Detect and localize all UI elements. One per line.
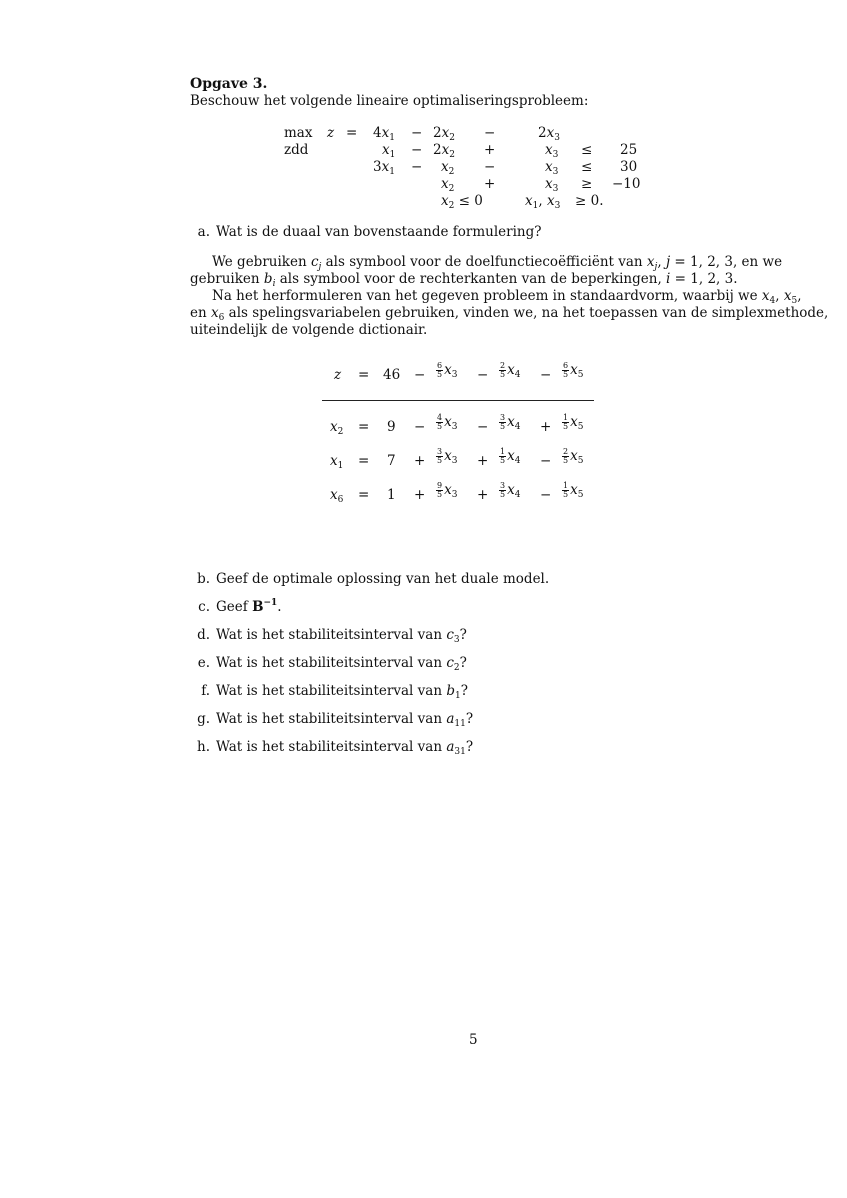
- lp-op: +: [484, 176, 496, 192]
- lp-rel: ≤: [581, 159, 593, 175]
- question-d: d. Wat is het stabiliteitsinterval van $c_3$?: [197, 627, 467, 645]
- dict-op: −: [540, 453, 552, 469]
- dict-const: 7: [387, 453, 396, 469]
- paragraph-2-line-1: Na het herformuleren van het gegeven probleem in standaardvorm, waarbij we $x_4$, $x_5$,: [212, 288, 802, 306]
- paragraph-1-line-1: We gebruiken $c_j$ als symbool voor de doelfunctiecoëfficiënt van $x_j$, j = 1, 2, 3, en we: [212, 254, 783, 272]
- dict-term: $\frac{9}{5}$ $x_3$: [437, 481, 458, 500]
- max-label: max: [284, 125, 313, 141]
- lp-term: $x_3$: [545, 176, 559, 194]
- dict-op: −: [414, 419, 426, 435]
- dict-op: −: [540, 487, 552, 503]
- intro-text: Beschouw het volgende lineaire optimaliseringsprobleem:: [190, 93, 589, 109]
- dict-eq: =: [358, 487, 370, 503]
- dict-op: −: [414, 367, 426, 383]
- lp-op: −: [484, 159, 496, 175]
- dict-term: $\frac{4}{5}$ $x_3$: [437, 413, 458, 432]
- lp-z: z: [327, 125, 335, 141]
- lp-term: $3x_1$: [373, 159, 395, 177]
- question-e: e. Wat is het stabiliteitsinterval van $c_2$?: [197, 655, 467, 673]
- zdd-label: zdd: [284, 142, 309, 158]
- lp-term: $x_2$: [441, 159, 455, 177]
- question-g: g. Wat is het stabiliteitsinterval van $a_{11}$?: [197, 711, 474, 729]
- dict-op: +: [540, 419, 552, 435]
- question-c: c. Geef $B^{-1}$.: [198, 598, 282, 615]
- dict-term: $\frac{1}{5}$ $x_4$: [500, 447, 521, 466]
- dict-term: $\frac{1}{5}$ $x_5$: [563, 481, 584, 500]
- lp-op: −: [411, 159, 423, 175]
- dict-eq: =: [358, 419, 370, 435]
- dict-op: +: [477, 453, 489, 469]
- dict-term: $\frac{1}{5}$ $x_5$: [563, 413, 584, 432]
- dict-eq: =: [358, 367, 370, 383]
- question-h: h. Wat is het stabiliteitsinterval van $a_{31}$?: [197, 739, 474, 757]
- dict-eq: =: [358, 453, 370, 469]
- paragraph-2-line-3: uiteindelijk de volgende dictionair.: [190, 322, 428, 338]
- dict-const: 46: [383, 367, 401, 383]
- dict-term: $\frac{3}{5}$ $x_3$: [437, 447, 458, 466]
- dict-op: +: [414, 453, 426, 469]
- question-b: b. Geef de optimale oplossing van het duale model.: [197, 571, 550, 587]
- lp-eq: =: [346, 125, 358, 141]
- dict-op: +: [414, 487, 426, 503]
- lp-rel: ≤: [581, 142, 593, 158]
- lp-op: −: [411, 125, 423, 141]
- paragraph-2-line-2: en $x_6$ als spelingsvariabelen gebruiken, vinden we, na het toepassen van de simplexmethode,: [190, 305, 829, 323]
- lp-rhs: 25: [620, 142, 638, 158]
- question-a: [190, 224, 542, 240]
- dict-op: +: [477, 487, 489, 503]
- dict-term: $\frac{2}{5}$ $x_5$: [563, 447, 584, 466]
- lp-term: $x_2$: [441, 176, 455, 194]
- paragraph-1-line-2: gebruiken $b_i$ als symbool voor de rechterkanten van de beperkingen, i = 1, 2, 3.: [190, 271, 738, 289]
- dict-lhs: $x_6$: [330, 487, 344, 505]
- dict-term: $\frac{6}{5}$ $x_5$: [563, 361, 584, 380]
- lp-term: $x_3$: [545, 159, 559, 177]
- lp-op: +: [484, 142, 496, 158]
- question-text: Wat is de duaal van bovenstaande formulering?: [216, 224, 542, 240]
- dict-lhs: z: [334, 367, 342, 383]
- dict-op: −: [477, 367, 489, 383]
- dict-op: −: [477, 419, 489, 435]
- lp-sign-x2: $x_2 \le 0$: [441, 193, 483, 211]
- lp-term: $2x_3$: [538, 125, 560, 143]
- dict-const: 9: [387, 419, 396, 435]
- question-label: a.: [197, 224, 210, 240]
- lp-op: −: [411, 142, 423, 158]
- lp-term: $x_3$: [545, 142, 559, 160]
- lp-term: $2x_2$: [433, 142, 455, 160]
- dict-separator: [322, 400, 594, 401]
- lp-sign: ≥ 0.: [575, 193, 604, 209]
- page-number: 5: [469, 1032, 478, 1048]
- lp-rhs: 30: [620, 159, 638, 175]
- lp-op: −: [484, 125, 496, 141]
- lp-term: $x_1$: [382, 142, 396, 160]
- lp-rel: ≥: [581, 176, 593, 192]
- dict-const: 1: [387, 487, 396, 503]
- exercise-heading: Opgave 3.: [190, 76, 268, 92]
- question-f: f. Wat is het stabiliteitsinterval van $b_1$?: [201, 683, 468, 701]
- lp-term: $4x_1$: [373, 125, 395, 143]
- dict-term: $\frac{6}{5}$ $x_3$: [437, 361, 458, 380]
- dict-lhs: $x_2$: [330, 419, 344, 437]
- lp-term: $2x_2$: [433, 125, 455, 143]
- dict-op: −: [540, 367, 552, 383]
- dict-term: $\frac{3}{5}$ $x_4$: [500, 413, 521, 432]
- lp-sign-x1x3: $x_1$, $x_3$: [525, 193, 561, 211]
- dict-term: $\frac{2}{5}$ $x_4$: [500, 361, 521, 380]
- dict-lhs: $x_1$: [330, 453, 344, 471]
- lp-rhs: −10: [612, 176, 641, 192]
- dict-term: $\frac{3}{5}$ $x_4$: [500, 481, 521, 500]
